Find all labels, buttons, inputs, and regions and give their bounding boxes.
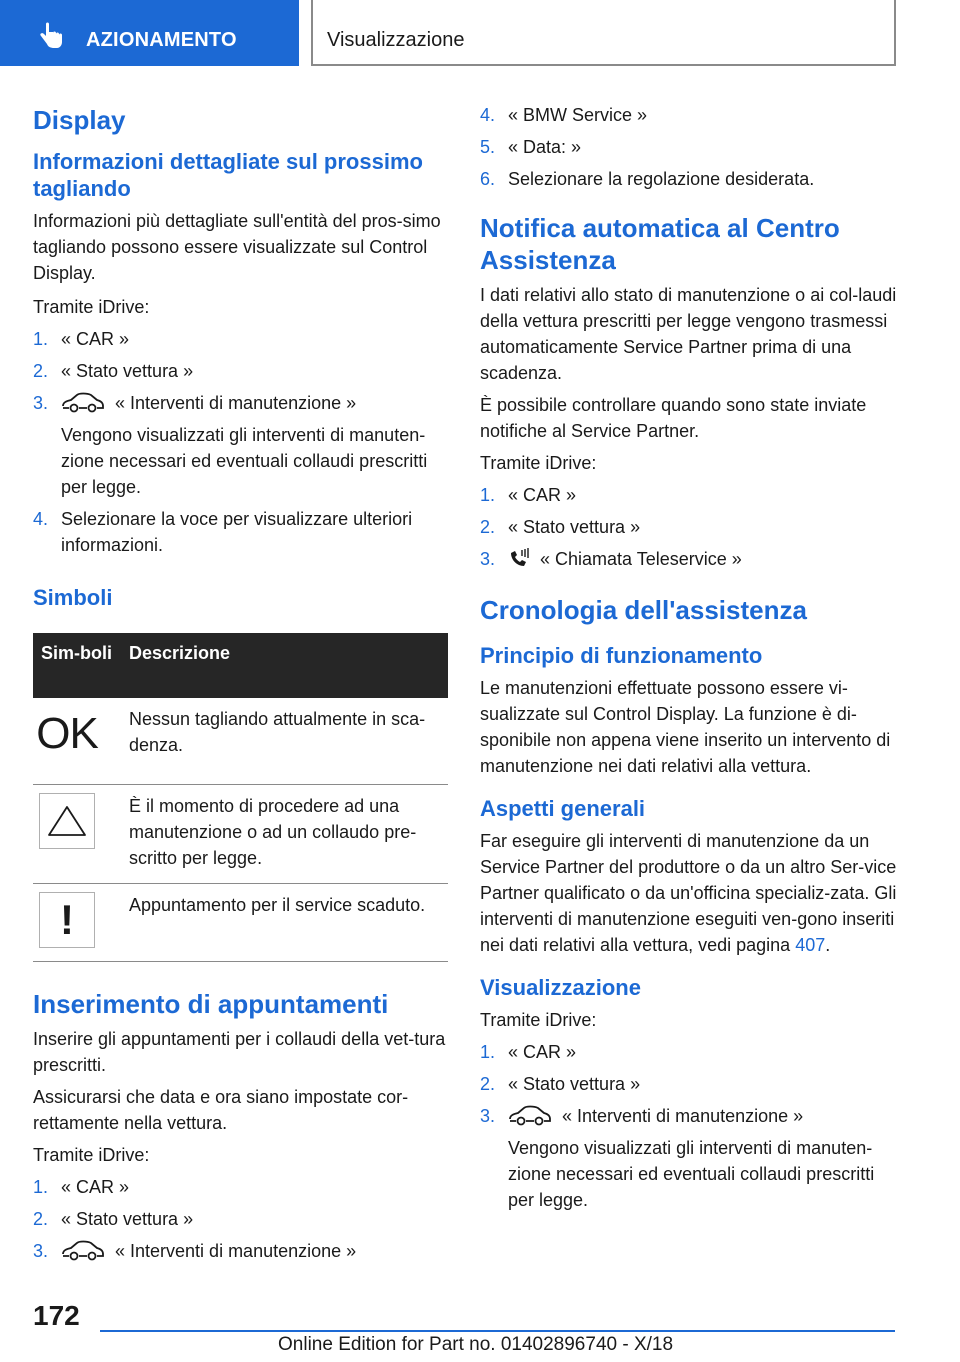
right-column [480, 98, 898, 1213]
tramite-label: Tramite iDrive: [33, 297, 150, 317]
heading-inserimento: Inserimento di appuntamenti [33, 988, 389, 1019]
step-subtext: Vengono visualizzati gli interventi di manuten-zione necessari ed eventuali collaudi prescritti per legge. [508, 1138, 875, 1210]
paragraph-principio: Le manutenzioni effettuate possono essere vi-sualizzate sul Control Display. La funzione è di-sponibile non appena viene inserito un intervento di manutenzione nei dati relativi alla vettura. [480, 678, 891, 776]
tramite-label-2: Tramite iDrive: [480, 1010, 597, 1030]
table-row: ! Appuntamento per il service scaduto. [33, 883, 448, 961]
list-item: 4. « BMW Service » [480, 105, 648, 125]
list-item: 1. « CAR » [480, 1042, 577, 1062]
car-service-icon [61, 1239, 105, 1261]
section-tab [0, 0, 299, 66]
paragraph-aspetti: Far eseguire gli interventi di manutenzione da un Service Partner del produttore o da un altro Ser-vice Partner qualificato o da un'officina specializ-zata. Gli interventi di manutenzione eseguiti ven-gono inseriti nei dati relativi alla vettura, vedi pagina 407. [480, 831, 897, 955]
list-item: 1. « CAR » [33, 1176, 130, 1197]
steps-list-continued [480, 102, 898, 192]
exclamation-icon: ! [39, 892, 95, 948]
list-item: 1. « CAR » [33, 329, 130, 349]
list-item: 2. « Stato vettura » [480, 1074, 641, 1094]
edition-text: Online Edition for Part no. 01402896740 - X/18 [278, 1334, 674, 1355]
ok-symbol: OK [36, 709, 98, 758]
table-header-symbols: Sim-boli [33, 633, 121, 698]
paragraph-ins1: Inserire gli appuntamenti per i collaudi della vet-tura prescritti. [33, 1028, 446, 1075]
steps-list-1 [33, 326, 448, 558]
warning-triangle-icon [39, 793, 95, 849]
list-item: 4. Selezionare la voce per visualizzare ulteriori informazioni. [33, 509, 413, 555]
paragraph-info: Informazioni più dettagliate sull'entità del pros-simo tagliando possono essere visualizzate sul Control Display. [33, 211, 441, 283]
hand-pointer-icon [38, 22, 64, 50]
left-column [33, 98, 448, 1264]
tramite-label: Tramite iDrive: [480, 453, 597, 473]
paragraph-not2: È possibile controllare quando sono state inviate notifiche al Service Partner. [480, 395, 867, 441]
list-item: 6. Selezionare la regolazione desiderata. [480, 169, 815, 189]
table-row: OK Nessun tagliando attualmente in sca-denza. [33, 698, 448, 784]
heading-notifica: Notifica automatica al Centro Assistenza [480, 213, 840, 275]
chapter-label: Visualizzazione [327, 29, 465, 51]
list-item: 5. « Data: » [480, 137, 582, 157]
list-item: 3. « Interventi di manutenzione » Vengono visualizzati gli interventi di manuten-zione necessari ed eventuali collaudi prescritti per legge. [33, 390, 448, 500]
car-service-icon [61, 391, 105, 413]
table-row: È il momento di procedere ad una manutenzione o ad un collaudo pre-scritto per legge. [33, 784, 448, 883]
page-number: 172 [33, 1300, 80, 1331]
steps-list-notifica [480, 482, 898, 572]
chapter-header [311, 0, 896, 66]
tramite-label-2: Tramite iDrive: [33, 1144, 150, 1165]
heading-aspetti: Aspetti generali [480, 796, 646, 821]
list-item: 1. « CAR » [480, 485, 577, 505]
car-service-icon [508, 1104, 552, 1126]
heading-visualizzazione: Visualizzazione [480, 975, 641, 1000]
steps-list-visual [480, 1039, 898, 1213]
symbols-table [33, 633, 448, 962]
teleservice-icon [508, 547, 530, 569]
page-link[interactable]: 407 [795, 935, 826, 955]
list-item: 3. « Interventi di manutenzione » [33, 1240, 357, 1261]
list-item: 3. « Chiamata Teleservice » [480, 549, 742, 569]
heading-display: Display [33, 105, 126, 135]
heading-cronologia: Cronologia dell'assistenza [480, 595, 807, 625]
footer-divider [100, 1330, 895, 1332]
paragraph-not1: I dati relativi allo stato di manutenzione o ai col-laudi della vettura prescritti per legge vengono trasmessi automaticamente Service Partner prima di una scadenza. [480, 285, 897, 383]
paragraph-ins2: Assicurarsi che data e ora siano impostate cor-rettamente nella vettura. [33, 1086, 409, 1133]
list-item: 2. « Stato vettura » [480, 517, 641, 537]
list-item: 2. « Stato vettura » [33, 1208, 194, 1229]
heading-simboli: Simboli [33, 585, 113, 610]
table-header-description: Descrizione [121, 633, 448, 698]
section-label: AZIONAMENTO [86, 29, 237, 51]
step-subtext: Vengono visualizzati gli interventi di manuten-zione necessari ed eventuali collaudi prescritti per legge. [61, 425, 428, 497]
heading-principio: Principio di funzionamento [480, 643, 763, 668]
heading-info: Informazioni dettagliate sul prossimo tagliando [33, 149, 423, 201]
list-item: 3. « Interventi di manutenzione » Vengono visualizzati gli interventi di manuten-zione necessari ed eventuali collaudi prescritti per legge. [480, 1103, 898, 1213]
list-item: 2. « Stato vettura » [33, 361, 194, 381]
steps-list-2 [33, 1174, 448, 1264]
